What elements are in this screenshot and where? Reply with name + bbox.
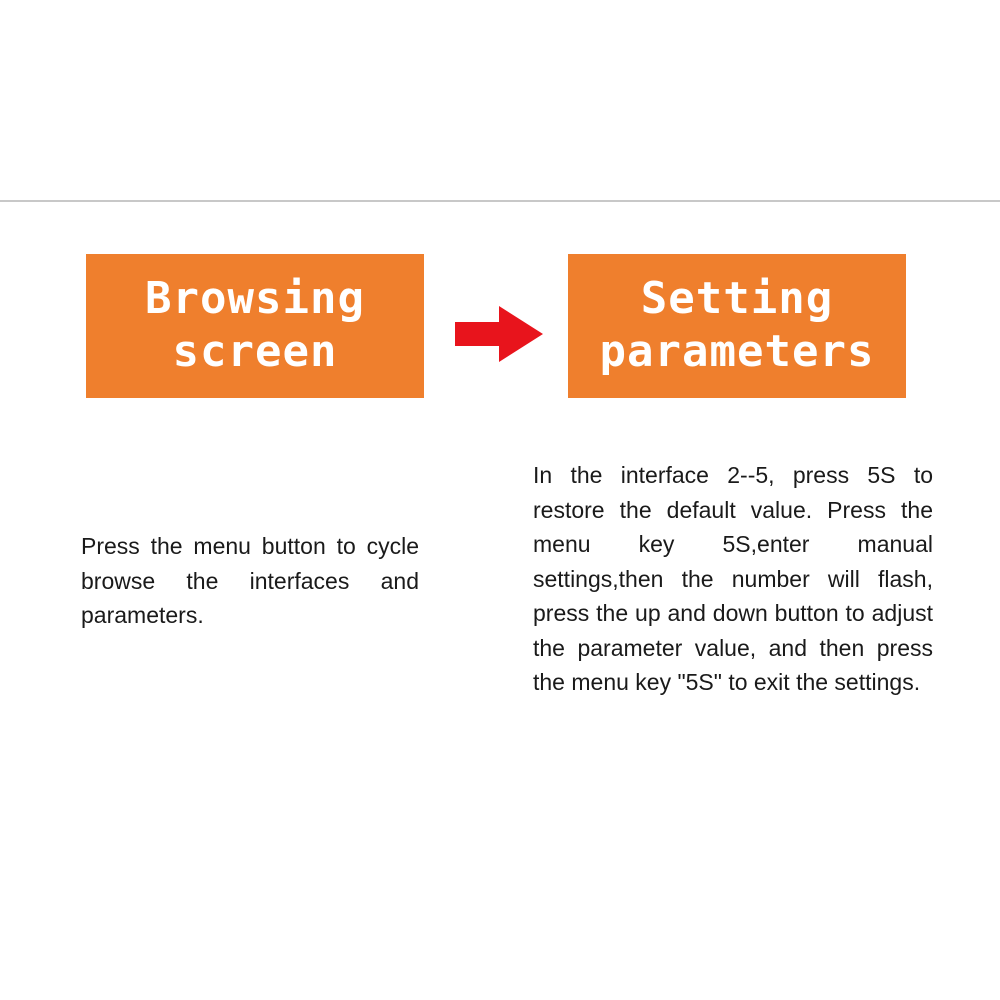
setting-description: In the interface 2--5, press 5S to restore the default value. Press the menu key 5S,enter manual settings,then the number will flash, press the up and down button to adjust the parameter value, and then press the menu key "5S" to exit the settings. <box>533 462 933 695</box>
setting-title-line1: Setting <box>640 273 834 325</box>
setting-title-line2: parameters <box>599 326 875 377</box>
browsing-title-line1: Browsing <box>145 273 365 325</box>
arrow-right-icon <box>455 306 543 362</box>
browsing-screen-box <box>86 254 424 398</box>
browsing-title-line2: screen <box>172 326 338 377</box>
browsing-description: Press the menu button to cycle browse the interfaces and parameters. <box>81 533 419 628</box>
top-divider-line <box>0 200 1000 202</box>
setting-parameters-box <box>568 254 906 398</box>
